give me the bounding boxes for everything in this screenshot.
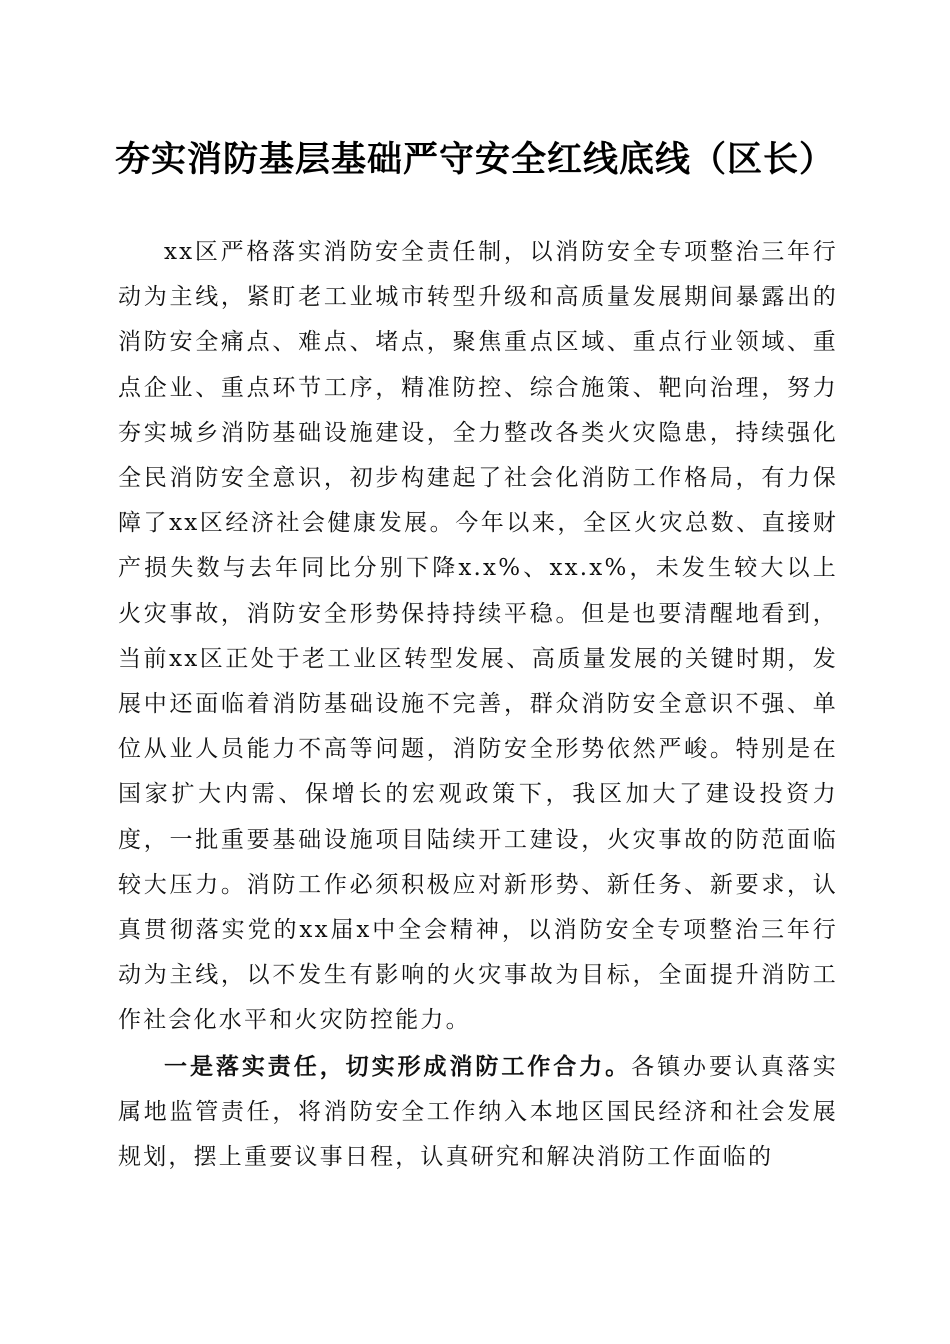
paragraph-responsibility — [118, 1044, 838, 1181]
paragraph-intro: xx区严格落实消防安全责任制，以消防安全专项整治三年行动为主线，紧盯老工业城市转型升级和高质量发展期间暴露出的消防安全痛点、难点、堵点，聚焦重点区域、重点行业领域、重点企业、重点环节工序，精准防控、综合施策、靶向治理，努力夯实城乡消防基础设施建设，全力整改各类火灾隐患，持续强化全民消防安全意识，初步构建起了社会化消防工作格局，有力保障了xx区经济社会健康发展。今年以来，全区火灾总数、直接财产损失数与去年同比分别下降x.x%、xx.x%，未发生较大以上火灾事故，消防安全形势保持持续平稳。但是也要清醒地看到，当前xx区正处于老工业区转型发展、高质量发展的关键时期，发展中还面临着消防基础设施不完善，群众消防安全意识不强、单位从业人员能力不高等问题，消防安全形势依然严峻。特别是在国家扩大内需、保增长的宏观政策下，我区加大了建设投资力度，一批重要基础设施项目陆续开工建设，火灾事故的防范面临较大压力。消防工作必须积极应对新形势、新任务、新要求，认真贯彻落实党的xx届x中全会精神，以消防安全专项整治三年行动为主线，以不发生有影响的火灾事故为目标，全面提升消防工作社会化水平和火灾防控能力。 — [118, 239, 838, 1034]
paragraph-lead-heading: 一是落实责任，切实形成消防工作合力。 — [164, 1052, 632, 1080]
paragraph-body-text: 各镇办要认真落实属地监管责任，将消防安全工作纳入本地区国民经济和社会发展规划，摆上重要议事日程，认真研究和解决消防工作面临的 — [118, 1053, 838, 1171]
document-body — [118, 230, 838, 1180]
document-title: 夯实消防基层基础严守安全红线底线（区长） — [114, 139, 835, 180]
